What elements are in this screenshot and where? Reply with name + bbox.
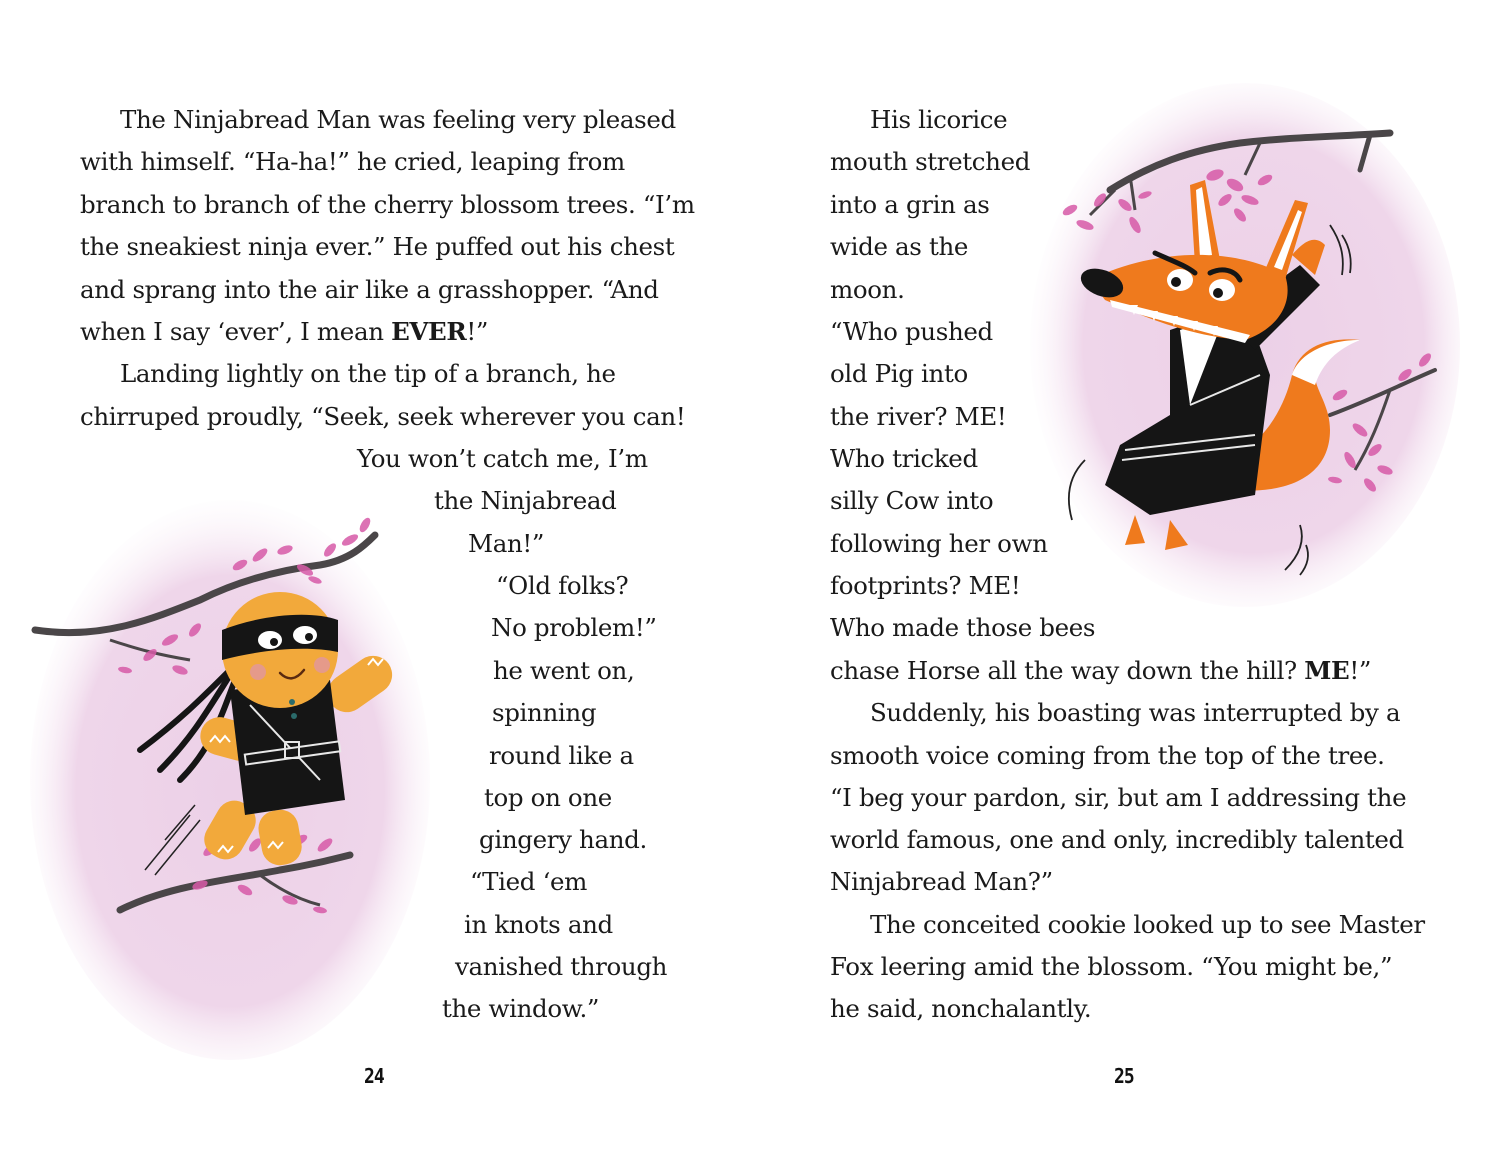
text-line: Landing lightly on the tip of a branch, he [120,359,616,388]
text-line: he went on, [493,656,635,685]
text-line: “I beg your pardon, sir, but am I addressing the [830,783,1407,812]
right-page [750,0,1500,1155]
fox-ninja-illustration [1030,75,1470,615]
page-number: 24 [364,1064,384,1089]
text-line: You won’t catch me, I’m [357,444,648,473]
text-line: His licorice [870,105,1008,134]
text-line: Suddenly, his boasting was interrupted by a [870,698,1401,727]
text-line: “Tied ‘em [470,867,588,896]
text-line: smooth voice coming from the top of the tree. [830,741,1385,770]
text-line: with himself. “Ha-ha!” he cried, leaping from [80,147,625,176]
text-line: gingery hand. [479,825,647,854]
text-line: silly Cow into [830,486,994,515]
text-line [80,317,489,346]
text-segment: chase Horse all the way down the hill? [830,656,1305,685]
gingerbread-ninja-illustration [30,480,450,1060]
text-segment: !” [1349,656,1372,685]
text-line: old Pig into [830,359,968,388]
emphasis-text: EVER [391,317,467,346]
text-line: world famous, one and only, incredibly talented [830,825,1404,854]
text-line: vanished through [455,952,668,981]
text-line: round like a [489,741,634,770]
text-line: mouth stretched [830,147,1031,176]
page-number: 25 [1114,1064,1134,1089]
text-segment: when I say ‘ever’, I mean [80,317,392,346]
text-line: The conceited cookie looked up to see Master [870,910,1425,939]
text-line: into a grin as [830,190,990,219]
text-line: Fox leering amid the blossom. “You might be,” [830,952,1393,981]
text-line: and sprang into the air like a grasshopper. “And [80,275,659,304]
text-line: No problem!” [491,613,657,642]
emphasis-text: ME [1304,656,1350,685]
text-line: Ninjabread Man?” [830,867,1053,896]
text-line: wide as the [830,232,969,261]
text-line: spinning [492,698,597,727]
text-segment: !” [466,317,489,346]
text-line: “Who pushed [830,317,993,346]
text-line: the Ninjabread [434,486,617,515]
text-line: footprints? ME! [830,571,1021,600]
text-line: top on one [484,783,612,812]
text-line [830,656,1372,685]
text-line: Who tricked [830,444,978,473]
text-line: branch to branch of the cherry blossom trees. “I’m [80,190,695,219]
text-line: “Old folks? [496,571,629,600]
text-line: the river? ME! [830,402,1007,431]
text-line: the sneakiest ninja ever.” He puffed out his chest [80,232,675,261]
text-line: moon. [830,275,905,304]
text-line: following her own [830,529,1048,558]
text-line: the window.” [442,994,600,1023]
text-line: The Ninjabread Man was feeling very pleased [120,105,676,134]
text-line: he said, nonchalantly. [830,994,1092,1023]
text-line: Man!” [468,529,545,558]
text-line: chirruped proudly, “Seek, seek wherever you can! [80,402,686,431]
text-line: Who made those bees [830,613,1096,642]
text-line: in knots and [464,910,613,939]
